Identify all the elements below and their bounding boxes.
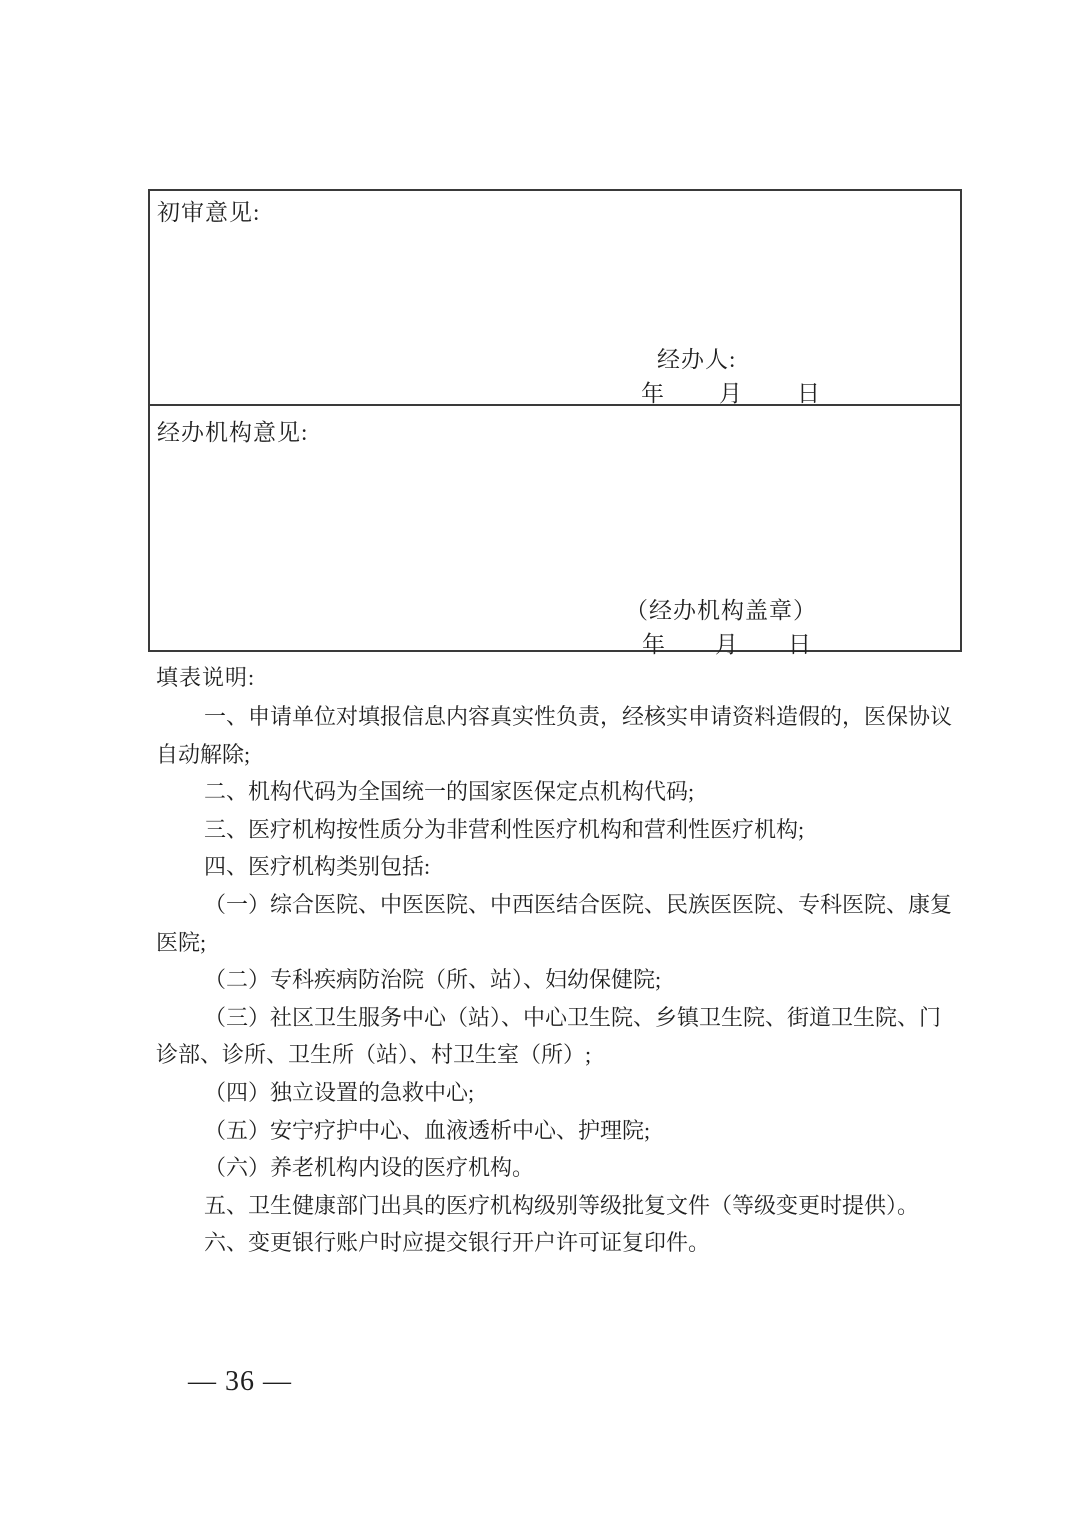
agency-review-label: 经办机构意见:: [157, 420, 309, 445]
instruction-line: [156, 961, 971, 999]
instruction-line: [156, 736, 971, 774]
instruction-line: [156, 698, 971, 736]
instruction-line: [156, 848, 971, 886]
review-opinion-table: [148, 189, 962, 657]
instructions-heading: 填表说明:: [156, 665, 256, 690]
initial-review-section: [150, 191, 960, 406]
date-month-label: 月: [715, 632, 738, 657]
instruction-line-text: 六、变更银行账户时应提交银行开户许可证复印件。: [204, 1230, 711, 1256]
instructions-list: [156, 698, 971, 1262]
instruction-line-text: （六）养老机构内设的医疗机构。: [204, 1155, 535, 1181]
instruction-line-text: 一、申请单位对填报信息内容真实性负责，经核实申请资料造假的，医保协议: [204, 704, 953, 729]
date-year-label: 年: [642, 632, 665, 657]
instruction-line: [156, 773, 971, 811]
instruction-line-text: 四、医疗机构类别包括:: [204, 854, 431, 880]
instruction-line-text: 五、卫生健康部门出具的医疗机构级别等级批复文件（等级变更时提供）。: [204, 1192, 920, 1218]
instruction-line-text: （三）社区卫生服务中心（站）、中心卫生院、乡镇卫生院、街道卫生院、门: [204, 1004, 942, 1030]
instruction-line: [156, 1074, 971, 1112]
instruction-line-text: 二、机构代码为全国统一的国家医保定点机构代码;: [204, 779, 695, 805]
instruction-line: [156, 1112, 971, 1150]
agency-review-date-line: [642, 626, 811, 659]
instruction-line-text: （一）综合医院、中医医院、中西医结合医院、民族医医院、专科医院、康复: [204, 891, 953, 917]
instruction-line: [156, 1036, 971, 1074]
instruction-line: [156, 1187, 971, 1225]
instruction-line-text: 三、医疗机构按性质分为非营利性医疗机构和营利性医疗机构;: [204, 816, 805, 842]
page-number: — 36 —: [188, 1366, 292, 1397]
initial-review-label: 初审意见:: [157, 200, 261, 225]
date-year-label: 年: [641, 381, 664, 406]
agency-review-section: [150, 406, 960, 657]
handler-signature-label: 经办人:: [657, 347, 737, 372]
date-month-label: 月: [719, 381, 742, 406]
instruction-line: [156, 924, 971, 962]
instruction-line: [156, 999, 971, 1037]
instruction-line-text: 自动解除;: [156, 741, 251, 767]
instruction-line: [156, 1224, 971, 1262]
instruction-line-text: （四）独立设置的急救中心;: [204, 1079, 475, 1105]
instruction-line: [156, 886, 971, 924]
instruction-line-text: （二）专科疾病防治院（所、站）、妇幼保健院;: [204, 967, 662, 993]
date-day-label: 日: [797, 381, 820, 406]
date-day-label: 日: [788, 632, 811, 657]
instruction-line-text: 诊部、诊所、卫生所（站）、村卫生室（所）;: [156, 1042, 592, 1068]
instruction-line-text: 医院;: [156, 929, 207, 955]
instruction-line-text: （五）安宁疗护中心、血液透析中心、护理院;: [204, 1117, 651, 1143]
agency-stamp-label: （经办机构盖章）: [625, 598, 817, 623]
instruction-line: [156, 1149, 971, 1187]
initial-review-date-line: [641, 375, 820, 408]
instruction-line: [156, 811, 971, 849]
